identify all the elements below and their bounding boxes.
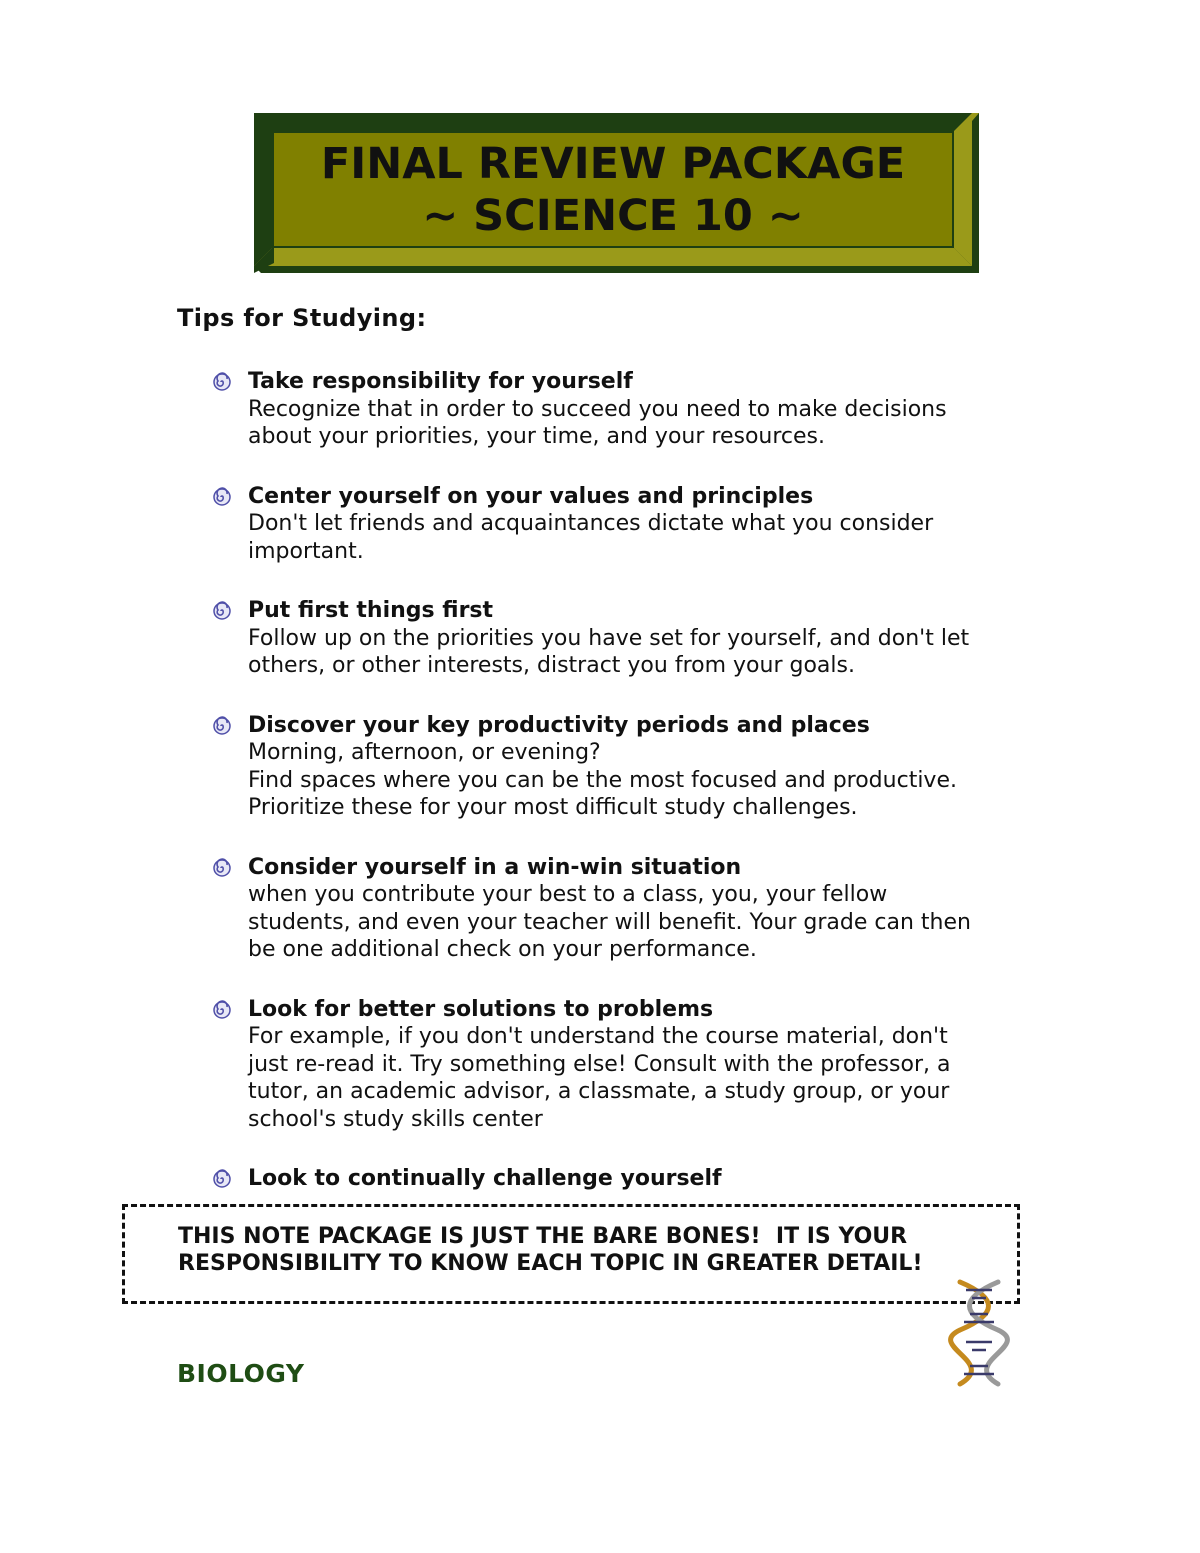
tip-text-line: important. — [248, 538, 364, 564]
tip-text-line: tutor, an academic advisor, a classmate, a study group, or your — [248, 1079, 950, 1104]
title-line-1: FINAL REVIEW PACKAGE — [320, 139, 906, 189]
tip-item — [212, 996, 1052, 1134]
tip-title: Look to continually challenge yourself — [248, 1166, 722, 1191]
tip-text-line: be one additional check on your performance. — [248, 937, 757, 962]
spiral-bullet-icon — [212, 601, 232, 621]
tip-title: Discover your key productivity periods and places — [248, 712, 870, 738]
section-heading: Tips for Studying: — [177, 304, 427, 332]
tip-item — [212, 483, 1052, 566]
tip-text-line: just re-read it. Try something else! Consult with the professor, a — [248, 1051, 951, 1077]
tip-item — [212, 1165, 1052, 1193]
tip-item — [212, 854, 1052, 964]
tip-item — [212, 368, 1052, 451]
tip-item — [212, 597, 1052, 680]
title-banner — [254, 113, 979, 273]
section-label-biology: BIOLOGY — [177, 1359, 305, 1388]
tip-text-line: school's study skills center — [248, 1106, 543, 1132]
tip-text-line: students, and even your teacher will benefit. Your grade can then — [248, 909, 971, 935]
tip-title: Look for better solutions to problems — [248, 996, 714, 1022]
tip-title: Center yourself on your values and principles — [248, 483, 814, 509]
tip-text-line: Find spaces where you can be the most focused and productive. — [248, 767, 957, 793]
notice-line-1: THIS NOTE PACKAGE IS JUST THE BARE BONES! IT IS YOUR — [178, 1224, 908, 1249]
tip-text-line: Prioritize these for your most difficult study challenges. — [248, 795, 858, 820]
tip-text-line: Recognize that in order to succeed you need to make decisions — [248, 396, 947, 422]
tip-text-line: others, or other interests, distract you from your goals. — [248, 653, 855, 678]
tips-list — [212, 368, 1052, 1193]
tip-text-line: about your priorities, your time, and your resources. — [248, 424, 825, 449]
tip-text-line: when you contribute your best to a class, you, your fellow — [248, 882, 888, 907]
spiral-bullet-icon — [212, 372, 232, 392]
spiral-bullet-icon — [212, 1000, 232, 1020]
tip-title: Take responsibility for yourself — [248, 369, 633, 394]
notice-line-2: RESPONSIBILITY TO KNOW EACH TOPIC IN GREATER DETAIL! — [178, 1251, 923, 1276]
tip-text-line: For example, if you don't understand the course material, don't — [248, 1024, 948, 1049]
spiral-bullet-icon — [212, 716, 232, 736]
tip-item — [212, 712, 1052, 822]
page-title — [274, 135, 952, 245]
spiral-bullet-icon — [212, 858, 232, 878]
tip-text-line: Don't let friends and acquaintances dictate what you consider — [248, 511, 934, 536]
spiral-bullet-icon — [212, 487, 232, 507]
dna-helix-icon — [948, 1276, 1010, 1388]
notice-text — [178, 1223, 998, 1277]
tip-text-line: Follow up on the priorities you have set for yourself, and don't let — [248, 625, 970, 651]
spiral-bullet-icon — [212, 1169, 232, 1189]
tip-text-line: Morning, afternoon, or evening? — [248, 740, 601, 765]
title-line-2: ~ SCIENCE 10 ~ — [422, 191, 804, 241]
tip-title: Put first things first — [248, 598, 494, 623]
tip-title: Consider yourself in a win-win situation — [248, 854, 742, 880]
notice-box — [122, 1204, 1020, 1304]
